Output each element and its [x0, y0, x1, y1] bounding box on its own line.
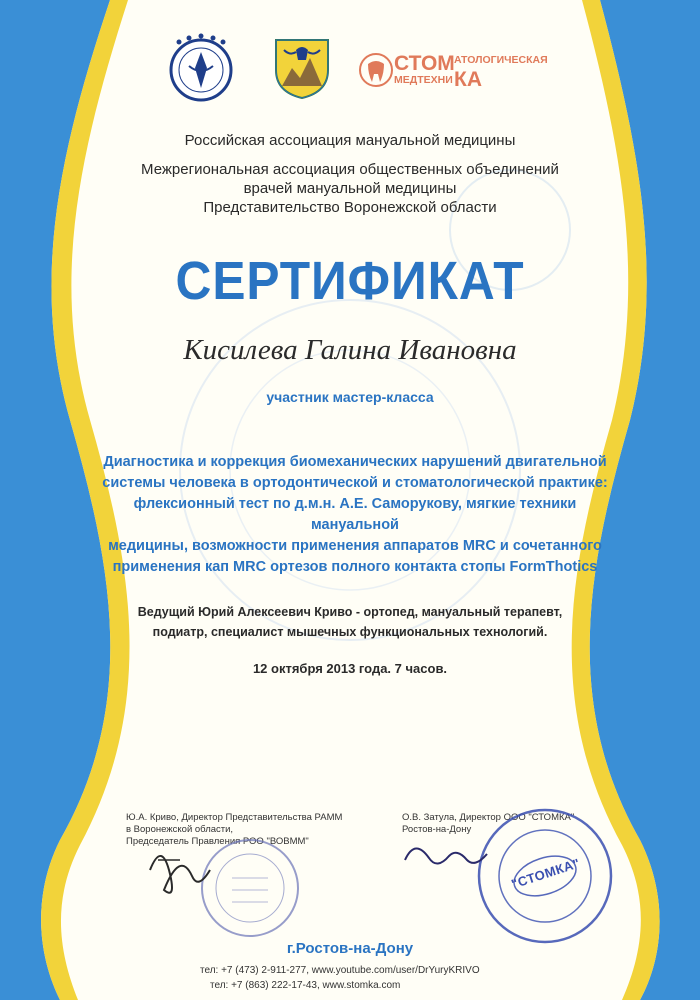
- org-line-2: Межрегиональная ассоциация общественных объединений: [141, 161, 559, 178]
- event-date: 12 октября 2013 года. 7 часов.: [252, 661, 448, 676]
- voronezh-coat-of-arms-logo: [270, 36, 334, 100]
- participant-role: участник мастер-класса: [266, 389, 434, 405]
- course-line: применения кап MRC ортезов полного контакта стопы FormThotics: [112, 559, 598, 575]
- left-signatory-line: в Воронежской области,: [126, 824, 234, 835]
- right-signatory-line: О.В. Затула, Директор ООО "СТОМКА": [402, 812, 575, 823]
- stomka-logo-part2: АТОЛОГИЧЕСКАЯ: [454, 54, 548, 66]
- left-signatory-line: Председатель Правления РОО "ВОВММ": [126, 836, 309, 847]
- stamp-text: "СТОМКА": [509, 855, 582, 892]
- org-line-4: Представительство Воронежской области: [203, 199, 497, 216]
- leader-line: подиатр, специалист мышечных функциональных технологий.: [152, 625, 548, 639]
- org-line-1: Российская ассоциация мануальной медицины: [184, 132, 516, 149]
- tooth-icon: [358, 52, 394, 88]
- right-stamp-and-signature: [395, 808, 625, 958]
- city: г.Ростов-на-Дону: [286, 940, 414, 957]
- stomka-logo-part3: МЕДТЕХНИ: [394, 74, 453, 86]
- left-signatory-line: Ю.А. Криво, Директор Представительства РАММ: [126, 812, 343, 823]
- contact-line-1: тел: +7 (473) 2-911-277, www.youtube.com/user/DrYuryKRIVO: [200, 965, 480, 976]
- org-line-3: врачей мануальной медицины: [243, 180, 457, 197]
- certificate-title: СЕРТИФИКАТ: [175, 251, 525, 311]
- stomka-logo-part4: КА: [454, 68, 482, 91]
- leader-info: [115, 602, 585, 642]
- left-stamp-and-signature: [140, 830, 320, 940]
- course-line: медицины, возможности применения аппаратов MRC и сочетанного: [108, 538, 602, 554]
- course-description: [95, 452, 615, 578]
- ramm-emblem-logo: [165, 32, 237, 104]
- recipient-name: Кисилева Галина Ивановна: [183, 334, 517, 366]
- contact-line-2: тел: +7 (863) 222-17-43, www.stomka.com: [210, 980, 401, 991]
- course-line: системы человека в ортодонтической и стоматологической практике:: [102, 475, 608, 491]
- leader-line: Ведущий Юрий Алексеевич Криво - ортопед, мануальный терапевт,: [137, 605, 563, 619]
- stomka-logo-part1: СТОМ: [394, 52, 455, 75]
- course-line: Диагностика и коррекция биомеханических нарушений двигательной: [103, 454, 607, 470]
- right-signatory-line: Ростов-на-Дону: [402, 824, 472, 835]
- course-line: флексионный тест по д.м.н. А.Е. Саморукову, мягкие техники мануальной: [133, 496, 577, 533]
- stomka-logo: [358, 52, 548, 92]
